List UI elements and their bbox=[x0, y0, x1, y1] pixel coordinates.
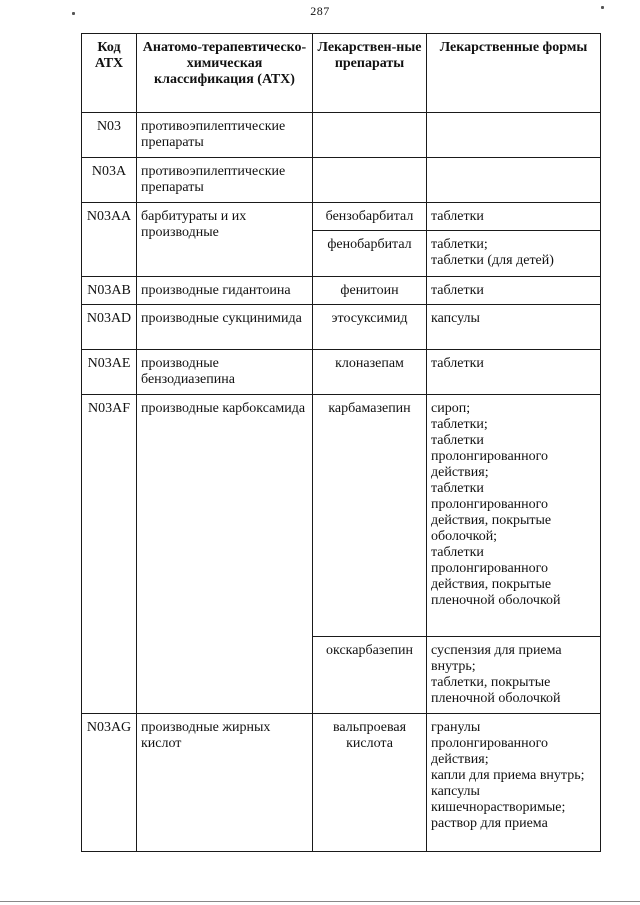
forms-cell: таблетки; таблетки (для детей) bbox=[427, 231, 601, 277]
classification-cell: производные жирных кислот bbox=[137, 714, 313, 852]
table-row bbox=[82, 113, 601, 158]
atx-code-cell: N03A bbox=[82, 158, 137, 203]
table-row bbox=[82, 714, 601, 852]
forms-cell: таблетки bbox=[427, 350, 601, 395]
drug-cell: фенобарбитал bbox=[313, 231, 427, 277]
forms-cell: сироп; таблетки; таблетки пролонгированного действия; таблетки пролонгированного действия, покрытые оболочкой; таблетки пролонгированного действия, покрытые пленочной оболочкой bbox=[427, 395, 601, 637]
classification-cell: производные гидантоина bbox=[137, 277, 313, 305]
drug-cell: бензобарбитал bbox=[313, 203, 427, 231]
drug-cell: окскарбазепин bbox=[313, 637, 427, 714]
forms-cell bbox=[427, 113, 601, 158]
classification-cell: противоэпилептические препараты bbox=[137, 113, 313, 158]
scan-speck bbox=[72, 12, 75, 15]
forms-cell: таблетки bbox=[427, 203, 601, 231]
table-row bbox=[82, 277, 601, 305]
table-header-row bbox=[82, 34, 601, 113]
drug-cell: этосуксимид bbox=[313, 305, 427, 350]
classification-cell: противоэпилептические препараты bbox=[137, 158, 313, 203]
atx-code-cell: N03AA bbox=[82, 203, 137, 277]
table-row bbox=[82, 305, 601, 350]
drug-cell: клоназепам bbox=[313, 350, 427, 395]
atx-code-cell: N03AF bbox=[82, 395, 137, 714]
forms-cell: капсулы bbox=[427, 305, 601, 350]
table-row bbox=[82, 158, 601, 203]
drug-cell: карбамазепин bbox=[313, 395, 427, 637]
atx-code-cell: N03AB bbox=[82, 277, 137, 305]
table-row bbox=[82, 203, 601, 231]
classification-cell: производные сукцинимида bbox=[137, 305, 313, 350]
header-forms: Лекарственные формы bbox=[427, 34, 601, 113]
atx-code-cell: N03 bbox=[82, 113, 137, 158]
atx-code-cell: N03AD bbox=[82, 305, 137, 350]
classification-cell: барбитураты и их производные bbox=[137, 203, 313, 277]
drug-cell: вальпроевая кислота bbox=[313, 714, 427, 852]
scan-speck bbox=[601, 6, 604, 9]
forms-cell bbox=[427, 158, 601, 203]
classification-cell: производные бензодиазепина bbox=[137, 350, 313, 395]
drug-cell bbox=[313, 113, 427, 158]
forms-cell: гранулы пролонгированного действия; капли для приема внутрь; капсулы кишечнорастворимые; раствор для приема bbox=[427, 714, 601, 852]
forms-cell: суспензия для приема внутрь; таблетки, покрытые пленочной оболочкой bbox=[427, 637, 601, 714]
drug-cell: фенитоин bbox=[313, 277, 427, 305]
forms-cell: таблетки bbox=[427, 277, 601, 305]
header-code: Код АТХ bbox=[82, 34, 137, 113]
table-row bbox=[82, 350, 601, 395]
header-classification: Анатомо-терапевтическо-химическая классификация (АТХ) bbox=[137, 34, 313, 113]
atx-classification-table bbox=[81, 33, 601, 852]
drug-cell bbox=[313, 158, 427, 203]
page-number: 287 bbox=[310, 4, 330, 18]
scan-edge-line bbox=[0, 901, 640, 902]
classification-cell: производные карбоксамида bbox=[137, 395, 313, 714]
atx-code-cell: N03AG bbox=[82, 714, 137, 852]
table-row bbox=[82, 395, 601, 637]
atx-code-cell: N03AE bbox=[82, 350, 137, 395]
header-drugs: Лекарствен-ные препараты bbox=[313, 34, 427, 113]
